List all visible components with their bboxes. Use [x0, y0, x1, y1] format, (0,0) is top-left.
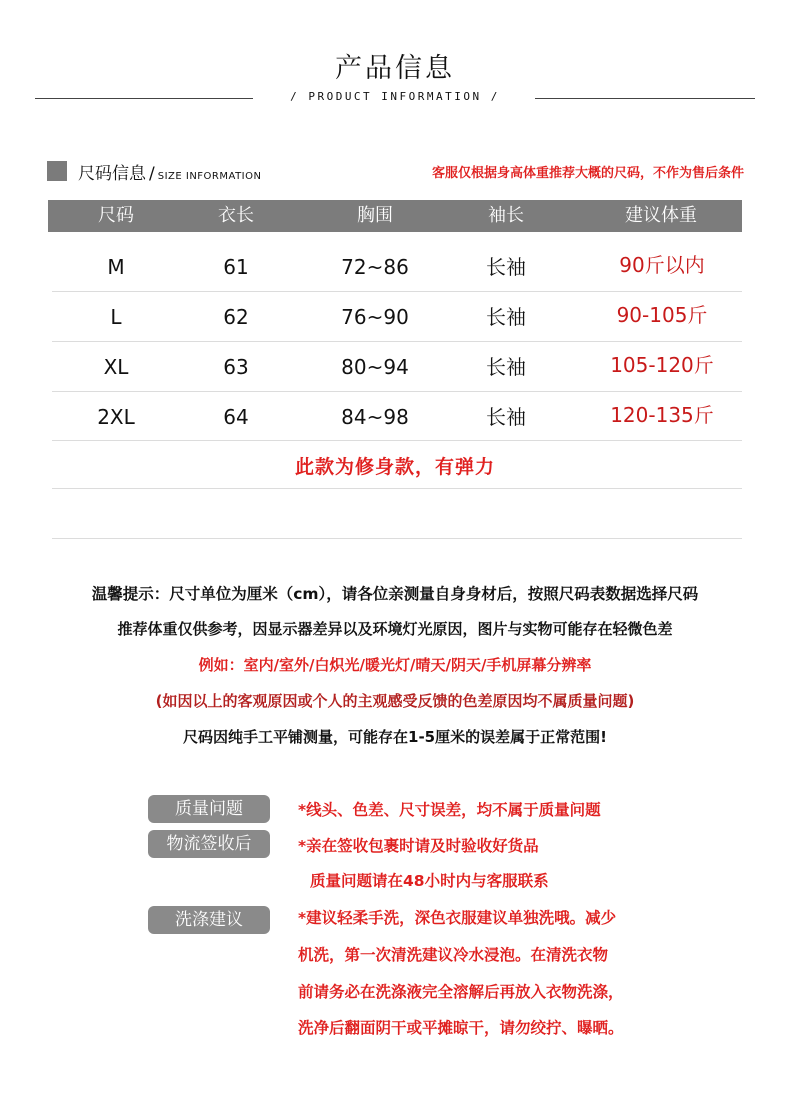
page-subtitle: / PRODUCT INFORMATION /	[290, 90, 500, 103]
fit-note: 此款为修身款，有弹力	[294, 456, 495, 478]
table-cell-size: XL	[103, 355, 129, 379]
row-divider	[52, 440, 742, 441]
table-cell-chest: 84~98	[341, 405, 409, 429]
wash-text-3: 前请务必在洗涤液完全溶解后再放入衣物洗涤，	[298, 983, 624, 1001]
table-cell-chest: 72~86	[341, 255, 409, 279]
table-cell-sleeve: 长袖	[486, 305, 526, 329]
logistics-text-2: 质量问题请在48小时内与客服联系	[310, 872, 549, 890]
table-cell-weight: 90-105斤	[616, 303, 708, 327]
page-title: 产品信息	[335, 53, 455, 84]
table-cell-length: 63	[223, 355, 249, 379]
table-cell-sleeve: 长袖	[486, 405, 526, 429]
size-info-heading-en: SIZE INFORMATION	[157, 171, 262, 182]
row-divider	[52, 488, 742, 489]
wash-text-4: 洗净后翻面阴干或平摊晾干，请勿绞拧、曝晒。	[298, 1019, 624, 1037]
tip-line-3: 例如：室内/室外/白炽光/暖光灯/晴天/阴天/手机屏幕分辨率	[198, 656, 592, 674]
header-chest: 胸围	[357, 205, 393, 226]
row-divider	[52, 538, 742, 539]
table-cell-weight: 120-135斤	[610, 403, 714, 427]
table-cell-size: M	[107, 255, 125, 279]
wash-text-2: 机洗，第一次清洗建议冷水浸泡。在清洗衣物	[298, 946, 609, 964]
logistics-text-1: *亲在签收包裹时请及时验收好货品	[298, 837, 539, 855]
table-cell-weight: 90斤以内	[619, 253, 705, 277]
table-cell-size: L	[110, 305, 122, 329]
tip-line-1: 温馨提示：尺寸单位为厘米（cm），请各位亲测量自身身材后，按照尺码表数据选择尺码	[91, 585, 699, 603]
table-cell-length: 61	[223, 255, 249, 279]
section-marker-icon	[47, 161, 67, 181]
size-info-heading-cn: 尺码信息	[78, 164, 146, 184]
size-info-heading-sep: /	[149, 164, 155, 184]
table-cell-sleeve: 长袖	[486, 355, 526, 379]
table-cell-chest: 76~90	[341, 305, 409, 329]
tip-line-2: 推荐体重仅供参考，因显示器差异以及环境灯光原因，图片与实物可能存在轻微色差	[117, 620, 673, 638]
table-cell-length: 62	[223, 305, 249, 329]
header-length: 衣长	[218, 205, 254, 226]
table-cell-size: 2XL	[97, 405, 135, 429]
size-info-heading	[78, 159, 261, 184]
table-cell-weight: 105-120斤	[610, 353, 714, 377]
header-size: 尺码	[98, 205, 134, 226]
table-cell-chest: 80~94	[341, 355, 409, 379]
table-cell-length: 64	[223, 405, 249, 429]
logistics-label-badge: 物流签收后	[148, 830, 270, 858]
tip-line-5: 尺码因纯手工平铺测量，可能存在1-5厘米的误差属于正常范围!	[183, 728, 607, 746]
wash-text-1: *建议轻柔手洗，深色衣服建议单独洗哦。减少	[298, 909, 617, 927]
size-disclaimer: 客服仅根据身高体重推荐大概的尺码，不作为售后条件	[431, 166, 744, 181]
quality-label-badge: 质量问题	[148, 795, 270, 823]
quality-text: *线头、色差、尺寸误差，均不属于质量问题	[298, 801, 601, 819]
header-sleeve: 袖长	[488, 205, 524, 226]
header-weight: 建议体重	[625, 205, 697, 226]
size-table-header	[48, 200, 742, 232]
table-cell-sleeve: 长袖	[486, 255, 526, 279]
wash-label-badge: 洗涤建议	[148, 906, 270, 934]
tip-line-4: (如因以上的客观原因或个人的主观感受反馈的色差原因均不属质量问题)	[155, 692, 635, 710]
